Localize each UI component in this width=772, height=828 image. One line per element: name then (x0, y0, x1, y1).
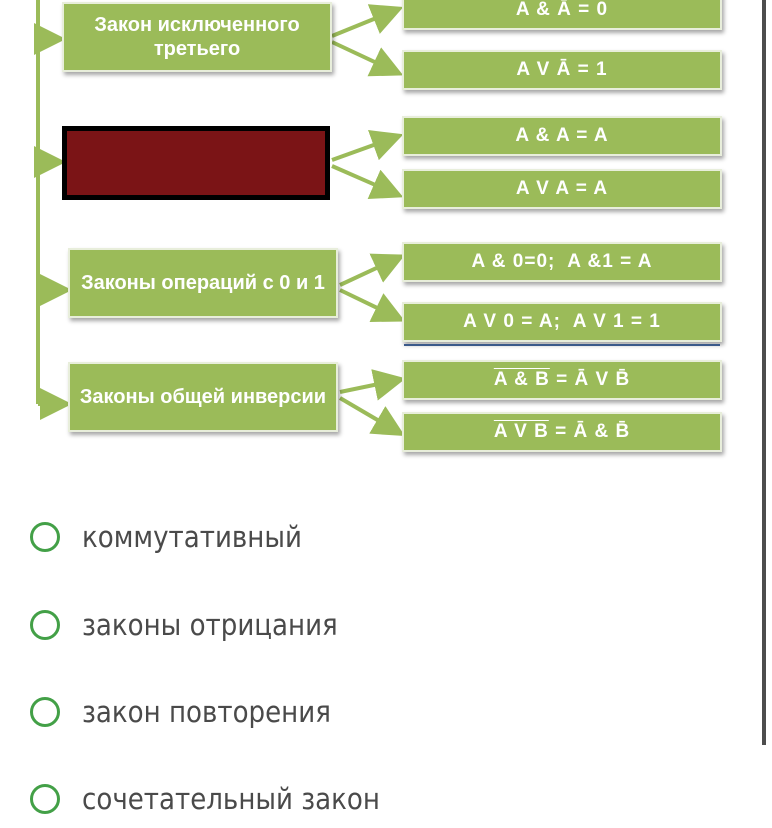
radio-button[interactable] (30, 610, 60, 640)
result-arrow (340, 398, 398, 432)
radio-button[interactable] (30, 784, 60, 814)
law-label: Законы операций с 0 и 1 (81, 271, 325, 294)
divider-line (404, 344, 720, 346)
option-label: сочетательный закон (82, 782, 380, 816)
answer-option[interactable] (30, 520, 326, 554)
hidden-answer-box (62, 126, 330, 200)
result-arrow (332, 10, 396, 36)
result-arrow (340, 258, 398, 285)
formula-box (402, 412, 722, 452)
answer-option[interactable] (30, 695, 359, 729)
formula-overlined: A V B (493, 421, 549, 443)
formula-box (402, 0, 722, 30)
formula-text: A & 0=0; A &1 = A (471, 251, 653, 273)
formula-box (402, 116, 722, 156)
formula-box (402, 50, 722, 90)
radio-button[interactable] (30, 522, 60, 552)
formula-box (402, 169, 722, 209)
formula-text (494, 368, 630, 391)
law-box-general-inversion (68, 362, 338, 432)
law-box-zero-one-operations (68, 248, 338, 318)
formula-rest: = Ā V B̄ (549, 369, 631, 391)
formula-box (402, 360, 722, 400)
radio-button[interactable] (30, 697, 60, 727)
formula-text: A V Ā = 1 (516, 59, 608, 81)
formula-text: A V 0 = A; A V 1 = 1 (463, 311, 661, 333)
option-label: закон повторения (82, 695, 331, 729)
formula-text: A & A = A (515, 125, 609, 147)
result-arrow (332, 42, 396, 72)
option-label: законы отрицания (82, 608, 338, 642)
result-arrow (340, 380, 398, 392)
law-label: Законы общей инверсии (79, 385, 327, 408)
formula-box (402, 302, 722, 342)
answer-option[interactable] (30, 782, 413, 816)
result-arrow (332, 137, 396, 160)
result-arrow (332, 166, 396, 194)
scrollbar[interactable] (762, 0, 766, 745)
formula-box (402, 242, 722, 282)
result-arrow (340, 290, 398, 318)
formula-text (494, 420, 630, 443)
law-box-excluded-middle (62, 2, 332, 72)
law-label: Закон исключенного третьего (94, 13, 300, 60)
option-label: коммутативный (82, 520, 302, 554)
formula-rest: = Ā & B̄ (548, 421, 631, 443)
answer-option[interactable] (30, 608, 366, 642)
formula-text: A V A = A (515, 178, 609, 200)
formula-overlined: A & B (493, 369, 550, 391)
formula-text: A & Ā = 0 (515, 0, 609, 21)
